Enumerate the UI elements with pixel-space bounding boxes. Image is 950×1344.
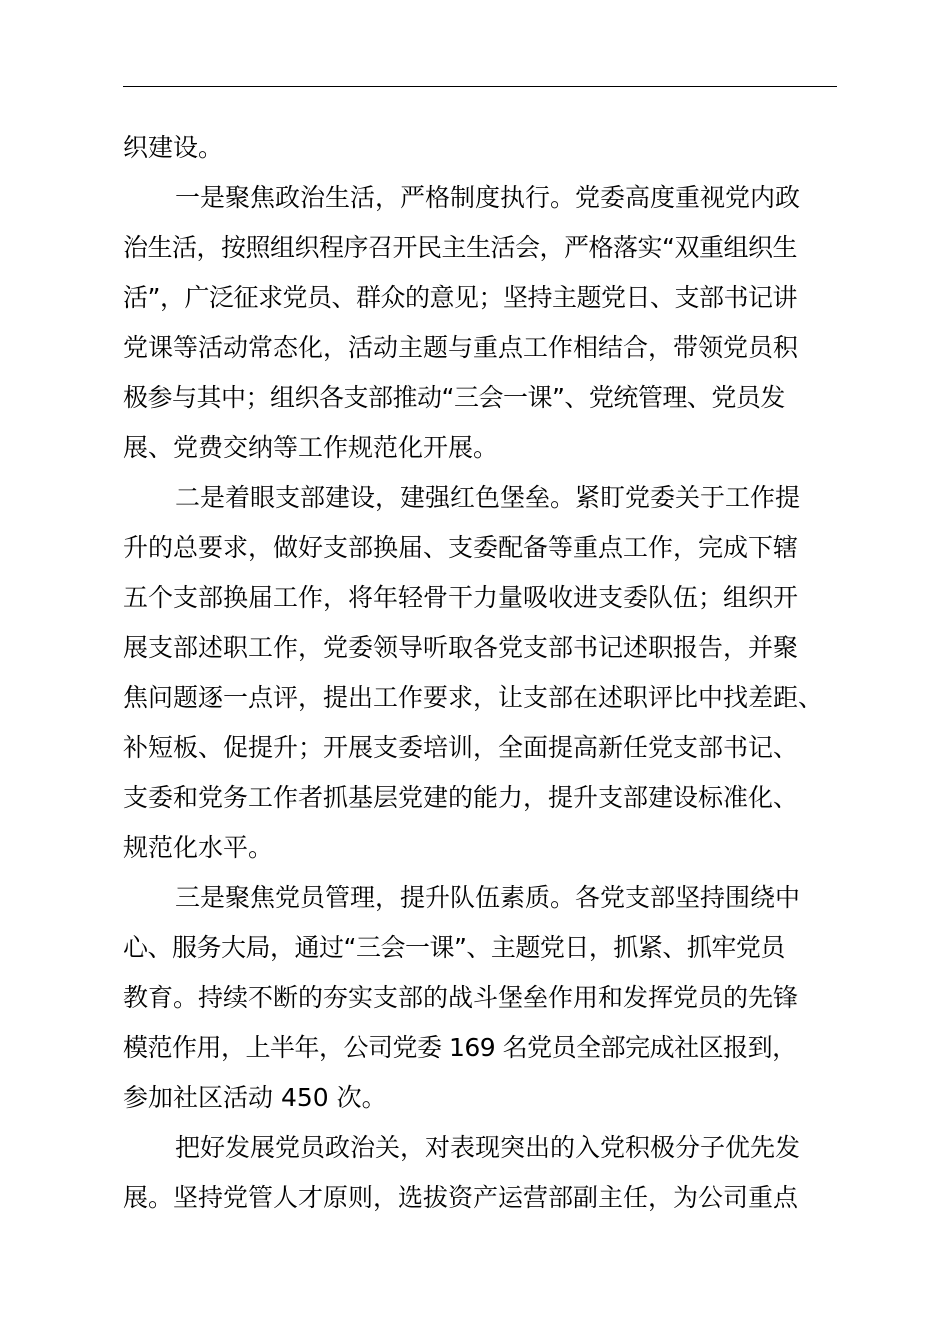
paragraph-first-line: 把好发展党员政治关，对表现突出的入党积极分子优先发 (175, 1133, 801, 1162)
text-line: 党课等活动常态化，活动主题与重点工作相结合，带领党员积 (123, 333, 799, 362)
text-line: 参加社区活动 450 次。 (123, 1083, 387, 1112)
paragraph-first-line: 三是聚焦党员管理，提升队伍素质。各党支部坚持围绕中 (175, 883, 801, 912)
text-line: 展支部述职工作，党委领导听取各党支部书记述职报告，并聚 (123, 633, 799, 662)
text-line: 展。坚持党管人才原则，选拔资产运营部副主任，为公司重点 (123, 1183, 799, 1212)
text-line: 焦问题逐一点评，提出工作要求，让支部在述职评比中找差距、 (123, 683, 824, 712)
text-line: 补短板、促提升；开展支委培训，全面提高新任党支部书记、 (123, 733, 799, 762)
text-line: 治生活，按照组织程序召开民主生活会，严格落实“双重组织生 (123, 233, 797, 262)
text-line: 活”，广泛征求党员、群众的意见；坚持主题党日、支部书记讲 (123, 283, 797, 312)
header-rule (123, 86, 837, 87)
text-line: 支委和党务工作者抓基层党建的能力，提升支部建设标准化、 (123, 783, 799, 812)
paragraph-first-line: 一是聚焦政治生活，严格制度执行。党委高度重视党内政 (175, 183, 801, 212)
text-line: 模范作用，上半年，公司党委 169 名党员全部完成社区报到， (123, 1033, 797, 1062)
paragraph-first-line: 二是着眼支部建设，建强红色堡垒。紧盯党委关于工作提 (175, 483, 801, 512)
text-line: 教育。持续不断的夯实支部的战斗堡垒作用和发挥党员的先锋 (123, 983, 799, 1012)
text-line: 心、服务大局，通过“三会一课”、主题党日，抓紧、抓牢党员 (123, 933, 785, 962)
text-line: 展、党费交纳等工作规范化开展。 (123, 433, 499, 462)
text-line: 升的总要求，做好支部换届、支委配备等重点工作，完成下辖 (123, 533, 799, 562)
text-line: 规范化水平。 (123, 833, 274, 862)
text-line: 极参与其中；组织各支部推动“三会一课”、党统管理、党员发 (123, 383, 785, 412)
text-line: 五个支部换届工作，将年轻骨干力量吸收进支委队伍；组织开 (123, 583, 799, 612)
document-body (123, 123, 837, 1223)
text-line: 织建设。 (123, 133, 224, 162)
